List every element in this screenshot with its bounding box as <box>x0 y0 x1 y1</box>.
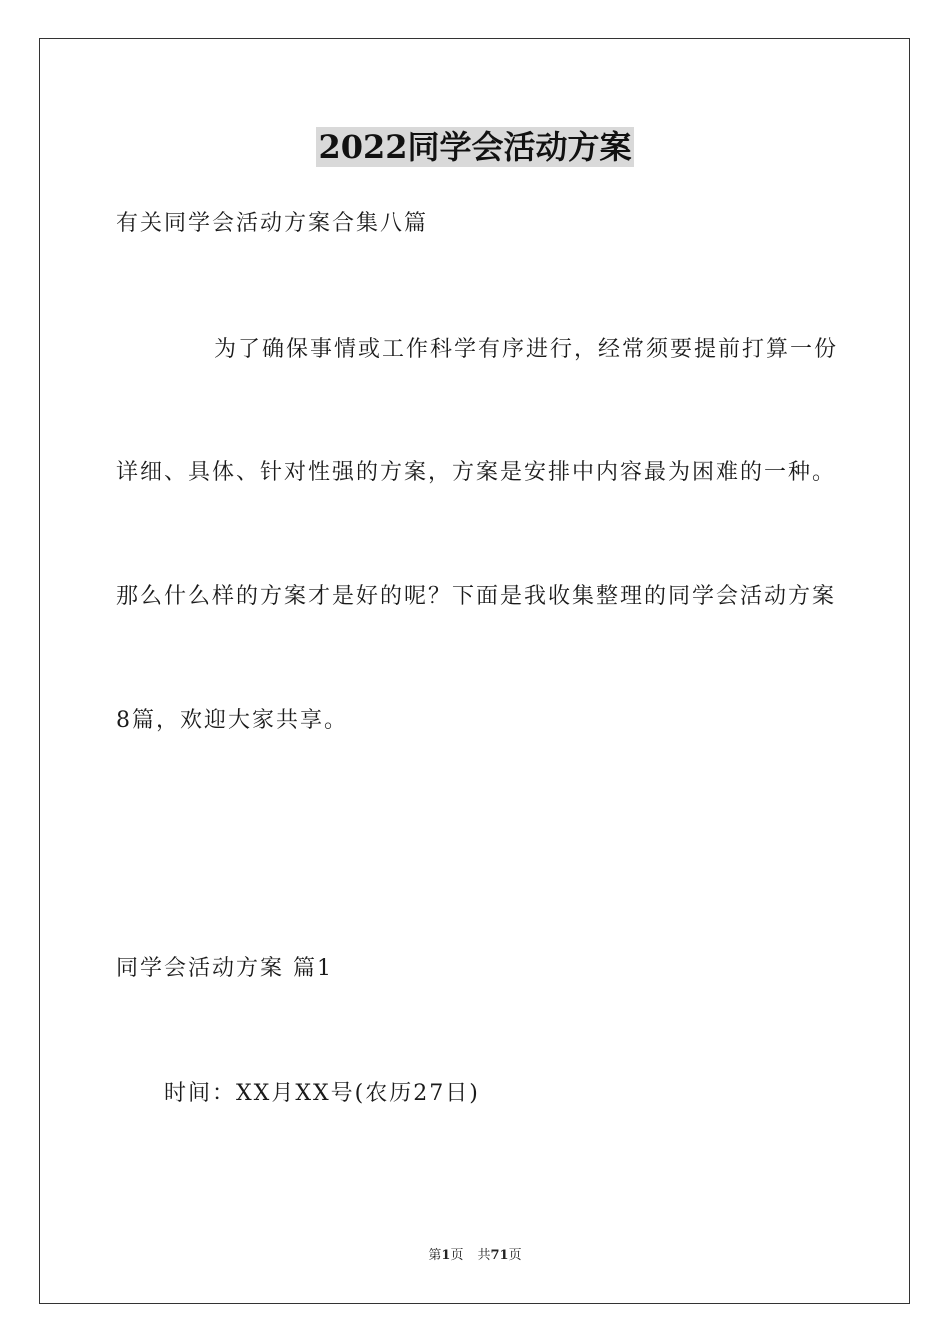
paragraph-line-3: 那么什么样的方案才是好的呢？下面是我收集整理的同学会活动方案 <box>116 584 837 609</box>
section-heading: 同学会活动方案 篇1 <box>116 956 333 981</box>
paragraph-line-4: 8篇，欢迎大家共享。 <box>116 708 348 733</box>
time-line: 时间：XX月XX号(农历27日) <box>164 1081 480 1106</box>
document-subtitle: 有关同学会活动方案合集八篇 <box>116 211 429 236</box>
footer-total-prefix: 共 <box>477 1248 491 1263</box>
footer-page-number: 1 <box>441 1248 451 1263</box>
footer-total-suffix: 页 <box>508 1248 522 1263</box>
document-title: 2022同学会活动方案 <box>318 128 632 166</box>
footer-total-pages: 71 <box>490 1248 509 1263</box>
footer-page-suffix: 页 <box>450 1248 464 1263</box>
title-container <box>0 127 950 167</box>
page-footer <box>0 1247 950 1265</box>
paragraph-line-1: 为了确保事情或工作科学有序进行，经常须要提前打算一份 <box>214 337 839 362</box>
paragraph-line-2: 详细、具体、针对性强的方案，方案是安排中内容最为困难的一种。 <box>116 460 837 485</box>
footer-page-prefix: 第 <box>428 1248 442 1263</box>
